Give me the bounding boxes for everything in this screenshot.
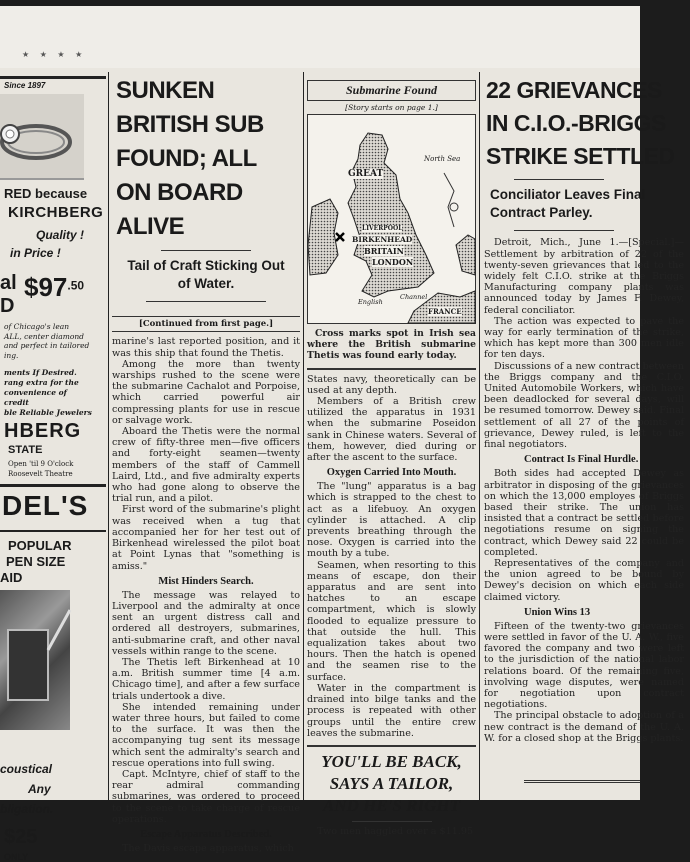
paragraph: Detroit, Mich., June 1.—[Special.]—Settlement by arbitration of 22 of the twenty-seven grievances that led to the widely felt C.I.O. strike at the Briggs Manufacturing company plants was announced today by James F. Dewey, federal conciliator. <box>484 237 684 316</box>
ad-terms-line: ble Reliable Jewelers <box>4 408 92 417</box>
diamond-ring-image <box>0 94 84 180</box>
map-label-north-sea: North Sea <box>424 155 461 163</box>
paragraph: The Davis escape apparatus, which <box>122 842 294 854</box>
headline-sub-found: SUNKEN BRITISH SUB FOUND; ALL ON BOARD ALIVE <box>116 77 264 240</box>
ad-copy-line: ALL, center diamond <box>4 331 84 341</box>
paragraph: Water in the compartment is drained into bilge tanks and the process is repeated with other groups until the entire crew leaves the submarine. <box>307 682 476 739</box>
paragraph: Seamen, when resorting to this means of escape, don their apparatus and are sent into hatches to an escape compartment, which is slowly flooded to equalize pressure to that outside the hull. This equalization takes about two hours. Then the hatch is opened and the seamen rise to the surface. <box>307 559 476 683</box>
map-column <box>307 68 476 837</box>
ad-street: STATE <box>8 444 43 456</box>
paragraph: marine's last reported position, and it was this ship that found the Thetis. <box>112 336 300 359</box>
sub-story-column <box>112 68 300 854</box>
paragraph: Capt. McIntyre, chief of staff to the rear admiral commanding submarines, was ordered to proceed to the scene to take charge of rescue operations. <box>112 768 300 825</box>
ad-acoustical: coustical <box>0 762 53 776</box>
headline-briggs: 22 GRIEVANCES IN C.I.O.-BRIGGS STRIKE SETTLED <box>486 77 675 169</box>
hearing-aid-device-icon <box>0 590 70 730</box>
map-label-channel: Channel <box>400 293 428 301</box>
ad-price-main: $97 <box>24 272 68 302</box>
ad-side-letters: al D <box>0 272 17 317</box>
ad-obligation: bligation. <box>0 802 54 816</box>
ad-terms-line: rang extra for the <box>4 378 79 387</box>
strike-story-column <box>484 68 684 800</box>
ring-icon <box>0 94 84 178</box>
headline-tailor <box>307 751 476 817</box>
subhead: Contract Is Final Hurdle. <box>524 454 639 466</box>
ad-aid: AID <box>0 570 23 585</box>
paragraph: States navy, theoretically can be used at any depth. <box>307 373 476 396</box>
map-label-britain: BRITAIN <box>364 246 404 256</box>
hearing-aid-image <box>0 590 70 730</box>
ad-brand: KIRCHBERG <box>8 204 104 221</box>
ad-quality: Quality ! <box>36 228 85 242</box>
paragraph: The "lung" apparatus is a bag which is strapped to the chest to act as a lifebuoy. An oxygen cylinder is attached. A clip prevents breathing through the nose. Oxygen is carried into the mouth by a tube. <box>307 481 476 560</box>
map-label-birkenhead: BIRKENHEAD <box>352 235 413 244</box>
top-margin: ★ ★ ★ ★ <box>0 6 640 68</box>
ad-price2: $25 <box>4 826 38 848</box>
paragraph: Among the more than twenty warships rushed to the scene were the submarine Cachalot and Porpoise, which carried powerful air compressing plants for use in rescue or salvage work. <box>112 358 300 426</box>
headline-line: AND HE'S RIGHT <box>323 795 460 815</box>
ad-copy-line: ing. <box>4 350 19 360</box>
ad-tagline: RED because <box>4 186 88 201</box>
map-caption: Cross marks spot in Irish sea where the British submarine Thetis was found early today. <box>307 328 476 362</box>
ad-terms-line: ments If Desired. <box>4 368 77 377</box>
paragraph: She intended remaining under water three hours, but failed to come to the surface. It was then the accompanying tug sent its message which sent the admiralty's search and rescue operations into full swing. <box>112 701 300 769</box>
ad-hours: Open 'til 9 O'clock <box>8 460 74 468</box>
ad-any: Any <box>28 782 51 796</box>
paragraph: The action was expected to pave the way for early termination of the strike, which has kept more than 300 men idle for ten days. <box>484 315 684 361</box>
paragraph: Discussions of a new contract between the Briggs company and the C.I.O. United Automobile Workers, which have been deadlocked for several days, will be resumed tomorrow. Dewey said. Final settlement of all 27 of the points of grievance, Dewey ruled, is left to the final negotiators. <box>484 360 684 451</box>
ad-store-name: HBERG <box>4 420 82 442</box>
map-box-title: Submarine Found <box>307 80 476 101</box>
subhead: Oxygen Carried Into Mouth. <box>326 467 457 479</box>
ad-price-tag: in Price ! <box>10 246 61 260</box>
paragraph: Two men haggled over a $11.95 <box>317 825 474 837</box>
ad-price-cents: .50 <box>67 278 85 293</box>
paragraph: Aboard the Thetis were the normal crew of fifty-three men—five officers and forty-eight seamen—twenty members of the staff of Cammell Laird, Ltd., and five admiralty experts who had gone along to observe the trial run, and a pilot. <box>112 426 300 505</box>
column-rule <box>479 72 480 800</box>
continued-note: [Continued from first page.] <box>112 316 300 332</box>
map-label-english: English <box>358 298 383 306</box>
newspaper-page <box>0 6 684 862</box>
ad-copy-line: and perfect in tailored <box>4 341 90 350</box>
paragraph: The principal obstacle to adoption of a new contract is the demand of the U. A. W. for a closed shop at the Briggs plants. <box>484 710 684 744</box>
ad-only: ONLY <box>4 852 29 862</box>
map-label-france: FRANCE <box>428 307 462 316</box>
headline-line: SAYS A TAILOR, <box>329 773 454 793</box>
ad-copy-line: of Chicago's lean <box>4 322 70 331</box>
paragraph: The Thetis left Birkenhead at 10 a.m. British summer time [4 a.m. Chicago time], and after a few surface trials undertook a dive. <box>112 656 300 702</box>
headline-line: YOU'LL BE BACK, <box>321 751 462 771</box>
uk-map <box>307 114 476 324</box>
subhead: Union Wins 13 <box>524 606 591 618</box>
column-rule <box>108 72 109 800</box>
ad-since: Since 1897 <box>4 81 46 90</box>
column-rule <box>303 72 304 800</box>
paragraph: The message was relayed to Liverpool and the admiralty at once sent an urgent distress call and ordered all destroyers, submarines, anti-submarine craft, and other naval vessels within range to the scene. <box>112 589 300 657</box>
deck-briggs: Conciliator Leaves Final Contract Parley. <box>490 187 646 221</box>
map-label-great: GREAT <box>348 169 384 179</box>
subhead: Mist Hinders Search. <box>158 575 254 587</box>
paragraph: Members of a British crew utilized the apparatus in 1931 when the submarine Poseidon sank in Chinese waters. Several of them, however, died during or after the ascent to the surface. <box>307 396 476 464</box>
uk-map-graphic <box>308 115 475 323</box>
map-label-london: LONDON <box>372 257 414 267</box>
left-advertisement <box>0 68 106 862</box>
ad-terms-line: convenience of <box>4 388 67 397</box>
paragraph: Fifteen of the twenty-two grievances were settled in favor of the U. A. W., five favored the company and two were left to the jurisdiction of the national labor relations board. Of the remaining five, involving wage disputes, were named for negotiation upon contract negotiations. <box>484 620 684 711</box>
ad-terms-line: credit <box>4 398 29 407</box>
paragraph: Representatives of the company and the union agreed to be bound by Dewey's decision on which each side claimed victory. <box>484 557 684 603</box>
paragraph: First word of the submarine's plight was received when a tug that accompanied her for her test out of Birkenhead wirelessed the pilot boat at Point Lynas that "something is amiss." <box>112 504 300 572</box>
ad-pen-size: PEN SIZE <box>6 554 66 569</box>
map-box-subtitle: [Story starts on page 1.] <box>345 103 438 112</box>
ad-price <box>24 272 84 303</box>
ad-popular: POPULAR <box>8 538 72 553</box>
paragraph: Both sides had accepted Dewey as arbitrator in disposing of the grievances on which the 13,000 employes of Briggs based their strike. The union has insisted that a contract be settled before negotiations resume on signing the contract, which Dewey said 22 could be completed. <box>484 468 684 558</box>
ad-theatre: Roosevelt Theatre <box>8 470 73 478</box>
ad-store2: DEL'S <box>2 490 89 521</box>
map-label-liverpool: LIVERPOOL <box>362 225 403 232</box>
subhead: Escape Apparatus Described. <box>140 828 272 840</box>
deck-sub-found: Tail of Craft Sticking Out of Water. <box>127 258 285 292</box>
